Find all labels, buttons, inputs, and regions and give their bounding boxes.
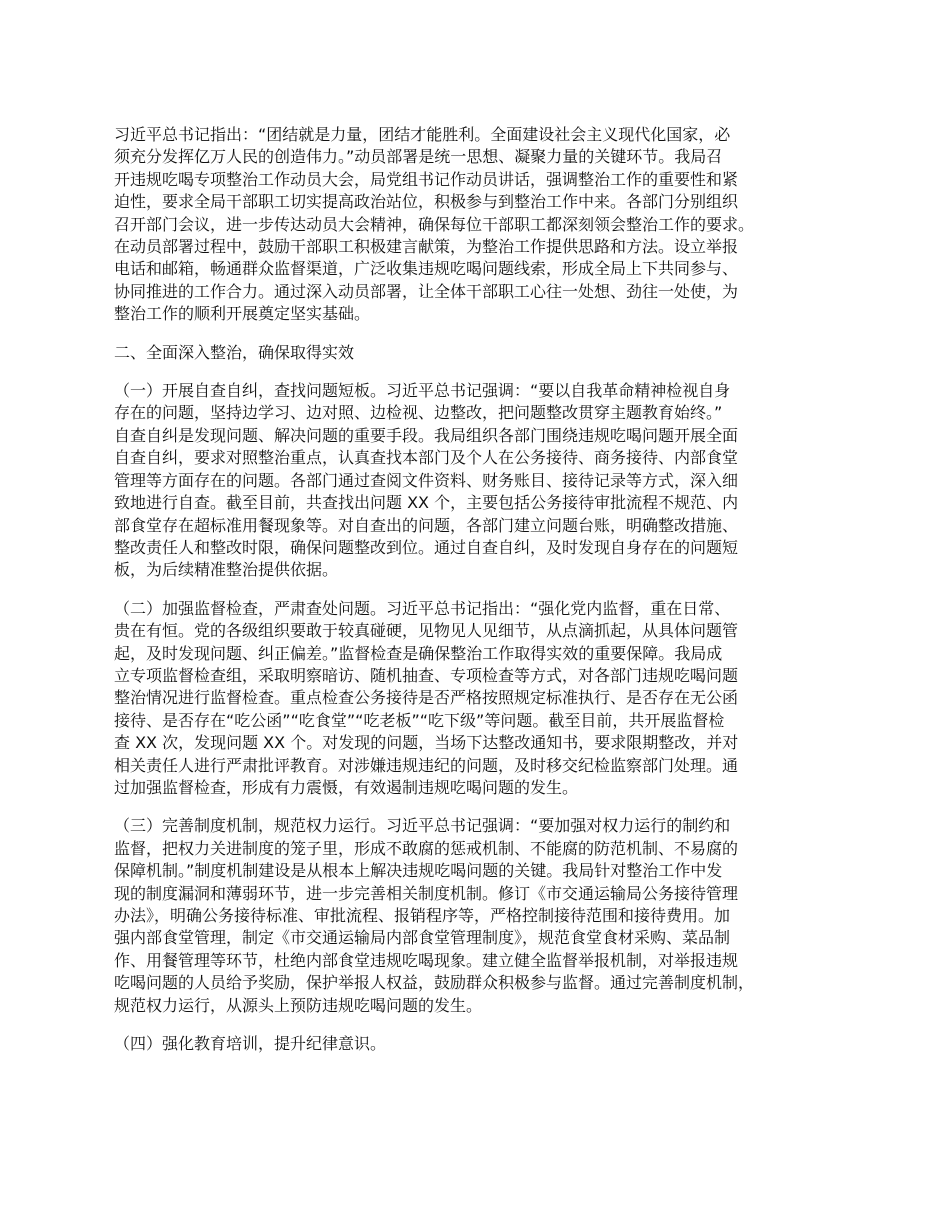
text-line: 部食堂存在超标准用餐现象等。对自查出的问题，各部门建立问题台账，明确整改措施、 (114, 515, 739, 535)
text-line: 监督，把权力关进制度的笼子里，形成不敢腐的惩戒机制、不能腐的防范机制、不易腐的 (114, 838, 739, 858)
text-line: 查 XX 次，发现问题 XX 个。对发现的问题，当场下达整改通知书，要求限期整改，并对 (114, 733, 739, 753)
section-heading (114, 342, 854, 364)
text-line: 办法》，明确公务接待标准、审批流程、报销程序等，严格控制接待范围和接待费用。加 (114, 906, 731, 925)
text-line: 立专项监督检查组，采取明察暗访、随机抽查、专项检查等方式，对各部门违规吃喝问题 (114, 665, 739, 685)
paragraph-supervision (114, 598, 854, 800)
text-line: 电话和邮箱，畅通群众监督渠道，广泛收集违规吃喝问题线索，形成全局上下共同参与、 (114, 259, 739, 279)
text-line: 习近平总书记指出：“团结就是力量，团结才能胜利。全面建设社会主义现代化国家，必 (114, 125, 731, 144)
text-line: 现的制度漏洞和薄弱环节，进一步完善相关制度机制。修订《市交通运输局公务接待管理 (114, 883, 739, 903)
heading-text: 二、全面深入整治，确保取得实效 (114, 342, 355, 362)
text-line: 整治情况进行监督检查。重点检查公务接待是否严格按照规定标准执行、是否存在无公函 (114, 688, 739, 708)
text-line: 规范权力运行，从源头上预防违规吃喝问题的发生。 (114, 995, 483, 1015)
text-line: （一）开展自查自纠，查找问题短板。习近平总书记强调：“要以自我革命精神检视自身 (114, 381, 731, 401)
heading-text: （四）强化教育培训，提升纪律意识。 (114, 1034, 387, 1054)
text-line: 迫性，要求全局干部职工切实提高政治站位，积极参与到整治工作中来。各部门分别组织 (114, 192, 739, 212)
paragraph-mobilization (114, 124, 854, 326)
text-line: 整改责任人和整改时限，确保问题整改到位。通过自查自纠，及时发现自身存在的问题短 (114, 537, 739, 557)
text-line: 整治工作的顺利开展奠定坚实基础。 (114, 304, 371, 324)
text-line: 管理等方面存在的问题。各部门通过查阅文件资料、财务账目、接待记录等方式，深入细 (114, 470, 739, 490)
text-line: 过加强监督检查，形成有力震慑，有效遏制违规吃喝问题的发生。 (114, 777, 579, 797)
text-line: （二）加强监督检查，严肃查处问题。习近平总书记指出：“强化党内监督，重在日常、 (114, 598, 731, 618)
text-line: 存在的问题，坚持边学习、边对照、边检视、边整改，把问题整改贯穿主题教育始终。” (114, 403, 723, 423)
text-line: 保障机制。”制度机制建设是从根本上解决违规吃喝问题的关键。我局针对整治工作中发 (114, 861, 723, 881)
text-line: 相关责任人进行严肃批评教育。对涉嫌违规违纪的问题，及时移交纪检监察部门处理。通 (114, 755, 739, 775)
text-line: 接待、是否存在“吃公函”“吃食堂”“吃老板”“吃下级”等问题。截至目前，共开展监督检 (114, 710, 725, 730)
text-line: 贵在有恒。党的各级组织要敢于较真碰硬，见物见人见细节，从点滴抓起，从具体问题管 (114, 621, 739, 641)
text-line: 作、用餐管理等环节，杜绝内部食堂违规吃喝现象。建立健全监督举报机制，对举报违规 (114, 950, 739, 970)
text-line: 开违规吃喝专项整治工作动员大会，局党组书记作动员讲话，强调整治工作的重要性和紧 (114, 169, 739, 189)
subsection-heading-training (114, 1033, 854, 1055)
paragraph-self-inspection (114, 380, 854, 582)
text-line: 召开部门会议，进一步传达动员大会精神，确保每位干部职工都深刻领会整治工作的要求。 (114, 214, 755, 234)
text-line: 吃喝问题的人员给予奖励，保护举报人权益，鼓励群众积极参与监督。通过完善制度机制， (114, 973, 755, 993)
text-line: 致地进行自查。截至目前，共查找出问题 XX 个，主要包括公务接待审批流程不规范、内 (114, 493, 739, 513)
text-line: （三）完善制度机制，规范权力运行。习近平总书记强调：“要加强对权力运行的制约和 (114, 816, 731, 836)
text-line: 须充分发挥亿万人民的创造伟力。”动员部署是统一思想、凝聚力量的关键环节。我局召 (114, 147, 723, 167)
text-line: 协同推进的工作合力。通过深入动员部署，让全体干部职工心往一处想、劲往一处使，为 (114, 281, 739, 301)
text-line: 在动员部署过程中，鼓励干部职工积极建言献策，为整治工作提供思路和方法。设立举报 (114, 237, 739, 257)
document-body (114, 124, 854, 1071)
paragraph-institutions (114, 815, 854, 1017)
text-line: 强内部食堂管理，制定《市交通运输局内部食堂管理制度》，规范食堂食材采购、菜品制 (114, 928, 731, 948)
text-line: 起，及时发现问题、纠正偏差。”监督检查是确保整治工作取得实效的重要保障。我局成 (114, 643, 723, 663)
text-line: 自查自纠是发现问题、解决问题的重要手段。我局组织各部门围绕违规吃喝问题开展全面 (114, 425, 739, 445)
text-line: 自查自纠，要求对照整治重点，认真查找本部门及个人在公务接待、商务接待、内部食堂 (114, 448, 739, 468)
text-line: 板，为后续精准整治提供依据。 (114, 560, 339, 580)
